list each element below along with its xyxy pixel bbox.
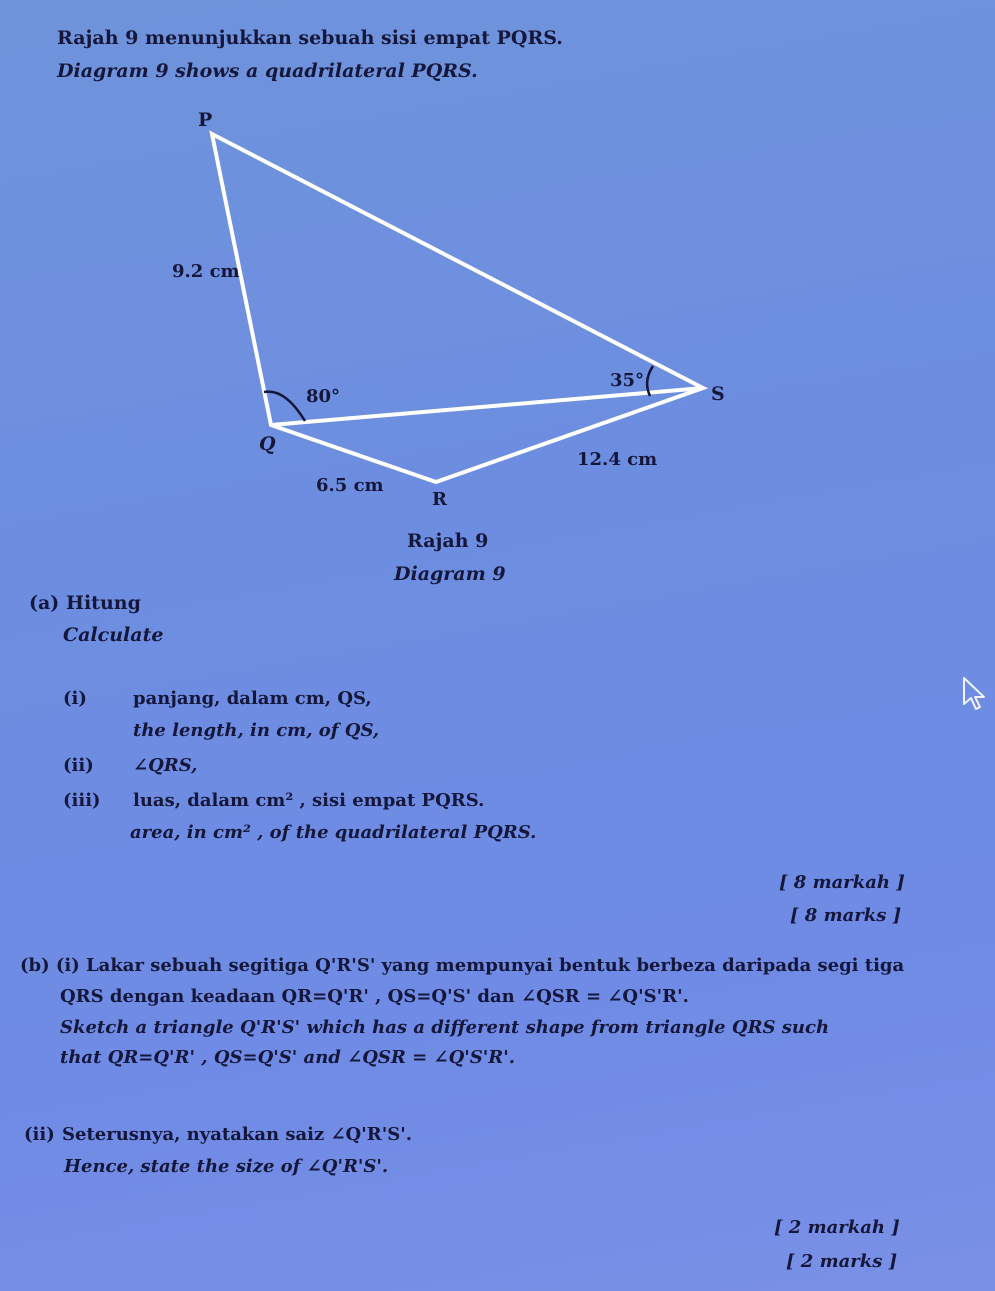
part-b-ii-english: Hence, state the size of ∠Q'R'S'. bbox=[64, 1156, 389, 1177]
mouse-pointer-icon bbox=[962, 676, 988, 712]
part-b-ii-malay: Seterusnya, nyatakan saiz ∠Q'R'S'. bbox=[62, 1124, 412, 1145]
angle-label-q: 80° bbox=[306, 386, 341, 407]
part-a-malay: Hitung bbox=[66, 592, 141, 614]
part-b-english-line1: Sketch a triangle Q'R'S' which has a different shape from triangle QRS such bbox=[60, 1017, 830, 1038]
part-b-marks-malay: [ 2 markah ] bbox=[774, 1217, 900, 1238]
length-label-pq: 9.2 cm bbox=[172, 261, 240, 282]
vertex-label-q: Q bbox=[259, 433, 276, 455]
part-b-marks-english: [ 2 marks ] bbox=[786, 1251, 898, 1272]
vertex-label-p: P bbox=[198, 109, 213, 131]
part-b-malay-line1: Lakar sebuah segitiga Q'R'S' yang mempunyai bentuk berbeza daripada segi tiga bbox=[86, 955, 905, 976]
diagram-caption-malay: Rajah 9 bbox=[407, 530, 489, 552]
angle-label-s: 35° bbox=[610, 370, 645, 391]
part-a-label: (a) bbox=[29, 592, 60, 614]
part-b-malay-line2: QRS dengan keadaan QR=Q'R' , QS=Q'S' dan ∠QSR = ∠Q'S'R'. bbox=[60, 986, 689, 1007]
part-a-marks-english: [ 8 marks ] bbox=[790, 905, 902, 926]
part-a-i-malay: panjang, dalam cm, QS, bbox=[133, 688, 372, 709]
part-a-ii-malay: ∠QRS, bbox=[133, 755, 198, 776]
part-a-i-english: the length, in cm, of QS, bbox=[133, 720, 380, 741]
diagram-caption-english: Diagram 9 bbox=[394, 563, 506, 585]
part-b-english-line2: that QR=Q'R' , QS=Q'S' and ∠QSR = ∠Q'S'R'. bbox=[60, 1047, 516, 1068]
part-a-marks-malay: [ 8 markah ] bbox=[779, 872, 905, 893]
part-a-iii-num: (iii) bbox=[63, 790, 101, 811]
length-label-qr: 6.5 cm bbox=[316, 475, 384, 496]
part-a-iii-english: area, in cm² , of the quadrilateral PQRS. bbox=[130, 822, 537, 843]
part-a-i-num: (i) bbox=[63, 688, 87, 709]
part-b-ii-label: (ii) bbox=[24, 1124, 55, 1145]
vertex-label-s: S bbox=[711, 383, 725, 405]
part-a-english: Calculate bbox=[63, 624, 164, 646]
part-a-ii-num: (ii) bbox=[63, 755, 94, 776]
intro-malay: Rajah 9 menunjukkan sebuah sisi empat PQRS. bbox=[57, 27, 563, 49]
part-b-label: (b) (i) bbox=[20, 955, 80, 976]
quadrilateral-pqrs bbox=[212, 134, 703, 482]
quadrilateral-diagram bbox=[0, 90, 995, 610]
part-a-iii-malay: luas, dalam cm² , sisi empat PQRS. bbox=[133, 790, 485, 811]
vertex-label-r: R bbox=[432, 489, 447, 510]
intro-english: Diagram 9 shows a quadrilateral PQRS. bbox=[57, 60, 478, 82]
length-label-rs: 12.4 cm bbox=[577, 449, 658, 470]
